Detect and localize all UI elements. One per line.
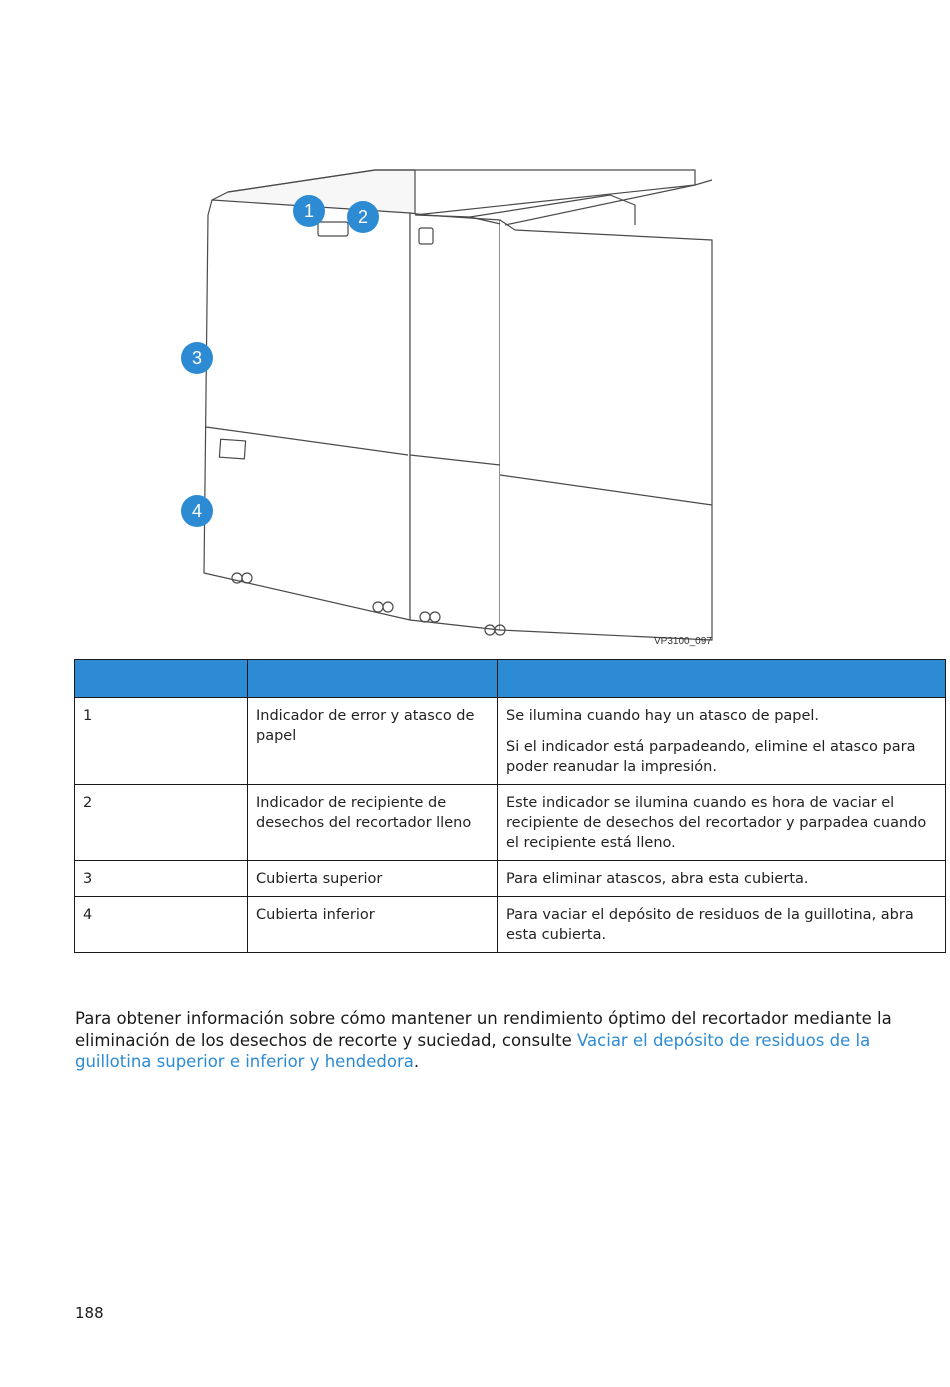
row-component: Indicador de recipiente de desechos del recortador lleno (248, 785, 498, 861)
svg-text:4: 4 (191, 501, 203, 521)
description-line: Para vaciar el depósito de residuos de la guillotina, abra esta cubierta. (506, 907, 914, 943)
header-description (498, 660, 946, 698)
description-line: Se ilumina cuando hay un atasco de papel. (506, 708, 820, 724)
maintenance-paragraph (75, 1008, 905, 1073)
table-row (75, 785, 946, 861)
paragraph-end: . (413, 1052, 420, 1071)
empty-waste-link[interactable]: Vaciar el depósito de residuos de la guillotina superior e inferior y hendedora (75, 1030, 871, 1071)
row-number: 3 (75, 861, 248, 897)
row-number: 2 (75, 785, 248, 861)
table-row (75, 861, 946, 897)
header-component (248, 660, 498, 698)
callout-1 (293, 195, 325, 227)
callout-3 (181, 342, 213, 374)
row-component: Indicador de error y atasco de papel (248, 698, 498, 785)
row-description (498, 861, 946, 897)
page-number: 188 (75, 1304, 104, 1322)
table-row (75, 897, 946, 953)
figure-caption: VP3100_097 (654, 636, 712, 647)
svg-text:1: 1 (303, 201, 315, 221)
svg-text:3: 3 (191, 348, 203, 368)
row-description (498, 698, 946, 785)
row-number: 1 (75, 698, 248, 785)
svg-text:2: 2 (357, 207, 369, 227)
row-number: 4 (75, 897, 248, 953)
row-component: Cubierta superior (248, 861, 498, 897)
row-component: Cubierta inferior (248, 897, 498, 953)
table-header-row (75, 660, 946, 698)
description-line: Este indicador se ilumina cuando es hora de vaciar el recipiente de desechos del recortador y parpadea cuando el recipiente está lleno. (506, 795, 927, 851)
component-table (74, 659, 946, 953)
callout-4 (181, 495, 213, 527)
callout-2 (347, 201, 379, 233)
trimmer-illustration (140, 95, 715, 655)
row-description (498, 897, 946, 953)
paragraph-text: Para obtener información sobre cómo mantener un rendimiento óptimo del recortador mediante la eliminación de los desechos de recorte y suciedad, consulte (75, 1009, 892, 1050)
row-description (498, 785, 946, 861)
table-row (75, 698, 946, 785)
description-line: Para eliminar atascos, abra esta cubierta. (506, 871, 809, 887)
header-number (75, 660, 248, 698)
description-line: Si el indicador está parpadeando, elimine el atasco para poder reanudar la impresión. (506, 739, 916, 775)
